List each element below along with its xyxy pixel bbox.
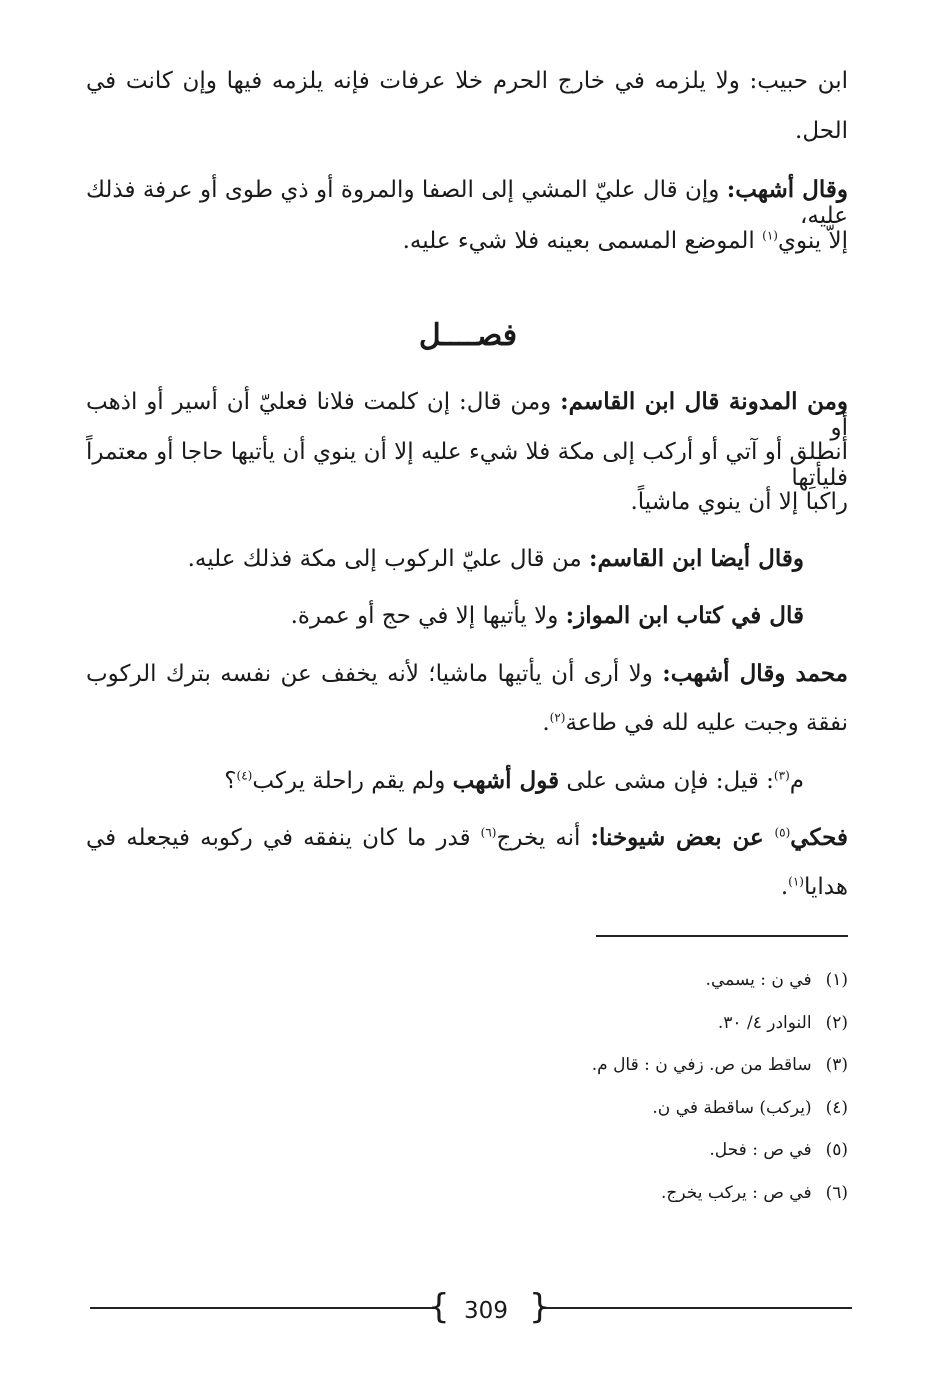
- footnote-ref[interactable]: (١): [762, 228, 778, 243]
- footnote-ref[interactable]: (٤): [236, 768, 253, 783]
- page-number: 309: [464, 1298, 508, 1324]
- bold-span: قول أشهب: [452, 767, 560, 794]
- footnote-ref[interactable]: (٦): [480, 825, 497, 840]
- text-span: إلاّ ينوي: [777, 228, 848, 254]
- footnote-item: [592, 1055, 848, 1075]
- text-span: هدايا: [803, 874, 848, 900]
- footnote-ref[interactable]: (٢): [549, 710, 566, 725]
- footnote-ref[interactable]: (١): [788, 874, 804, 889]
- text-span: .: [542, 710, 550, 736]
- footnote-text: في ص : يركب يخرج.: [661, 1183, 812, 1203]
- text-span: ؟: [224, 768, 237, 794]
- text-line: أنطلق أو آتي أو أركب إلى مكة فلا شيء عليه إلا أن ينوي أن يأتيها حاجا أو معتمراً فليأتِها: [86, 439, 848, 491]
- text-span: ولم يقم راحلة يركب: [252, 768, 453, 794]
- text-span: ومن قال: إن كلمت فلانا فعليّ أن أسير أو اذهب أو: [86, 389, 848, 441]
- text-span: نفقة وجبت عليه لله في طاعة: [565, 710, 848, 736]
- text-span: م: [789, 768, 804, 794]
- footnote-item: [652, 1098, 848, 1118]
- text-line: [291, 602, 804, 629]
- speaker-label: محمد وقال أشهب:: [662, 660, 848, 687]
- footnote-number: (٢): [825, 1013, 848, 1033]
- text-line: [86, 660, 848, 687]
- footnote-text: في ص : فحل.: [709, 1140, 812, 1160]
- right-brace-icon: }: [529, 1287, 551, 1327]
- speaker-label: وقال أيضا ابن القاسم:: [589, 545, 804, 572]
- footnote-text: (يركب) ساقطة في ن.: [652, 1098, 812, 1118]
- speaker-label: فحكي: [790, 824, 849, 851]
- footnote-number: (٣): [825, 1055, 848, 1075]
- section-heading-text: فصــــل: [418, 318, 518, 353]
- footnote-text: في ن : يسمي.: [705, 970, 812, 990]
- footnote-number: (٤): [825, 1098, 848, 1118]
- speaker-label: عن بعض شيوخنا:: [590, 824, 775, 851]
- text-line: الحل.: [795, 118, 848, 144]
- text-span: ولا يأتيها إلا في حج أو عمرة.: [290, 603, 566, 629]
- text-span: قدر ما كان ينفقه في ركوبه فيجعله في: [86, 825, 481, 851]
- footnote-text: ساقط من ص. زفي ن : قال م.: [591, 1055, 812, 1075]
- text-span: من قال عليّ الركوب إلى مكة فذلك عليه.: [187, 546, 589, 572]
- footnote-separator: [596, 935, 848, 937]
- text-line: راكبا إلا أن ينوي ماشياً.: [630, 489, 848, 515]
- section-heading: [0, 318, 936, 353]
- footnote-item: [718, 1013, 848, 1033]
- footnote-ref[interactable]: (٥): [774, 825, 791, 840]
- text-span: .: [780, 874, 789, 900]
- text-span: وإن قال عليّ المشي إلى الصفا والمروة أو ذي طوى أو عرفة فذلك عليه،: [86, 177, 848, 229]
- footnote-number: (٥): [825, 1140, 848, 1160]
- text-span: ولا أرى أن يأتيها ماشيا؛ لأنه يخفف عن نفسه بترك الركوب: [86, 661, 663, 687]
- footnote-item: [709, 1140, 848, 1160]
- text-span: أنه يخرج: [496, 825, 591, 851]
- text-line: [86, 388, 848, 441]
- footnote-item: [706, 970, 848, 990]
- left-brace-icon: {: [428, 1287, 450, 1327]
- footer-rule-right: [540, 1307, 852, 1309]
- text-span: : قيل: فإن مشى على: [559, 768, 774, 794]
- text-line: [403, 228, 848, 254]
- text-line: [86, 176, 848, 229]
- footer-rule-left: [90, 1307, 434, 1309]
- speaker-label: ومن المدونة قال ابن القاسم:: [560, 388, 849, 415]
- footnote-item: [661, 1183, 848, 1203]
- footnote-number: (١): [825, 970, 848, 990]
- text-span: الموضع المسمى بعينه فلا شيء عليه.: [402, 228, 763, 254]
- text-line: [542, 710, 848, 736]
- footnote-text: النوادر ٤/ ٣٠.: [717, 1013, 812, 1033]
- speaker-label: وقال أشهب:: [726, 176, 848, 203]
- text-line: [86, 824, 848, 851]
- text-line: ابن حبيب: ولا يلزمه في خارج الحرم خلا عرفات فإنه يلزمه فيها وإن كانت في: [86, 68, 848, 94]
- text-line: [188, 545, 804, 572]
- footnote-ref[interactable]: (٣): [773, 768, 790, 783]
- footnote-number: (٦): [825, 1183, 848, 1203]
- text-line: [781, 874, 848, 900]
- text-line: [224, 767, 804, 794]
- speaker-label: قال في كتاب ابن المواز:: [565, 602, 804, 629]
